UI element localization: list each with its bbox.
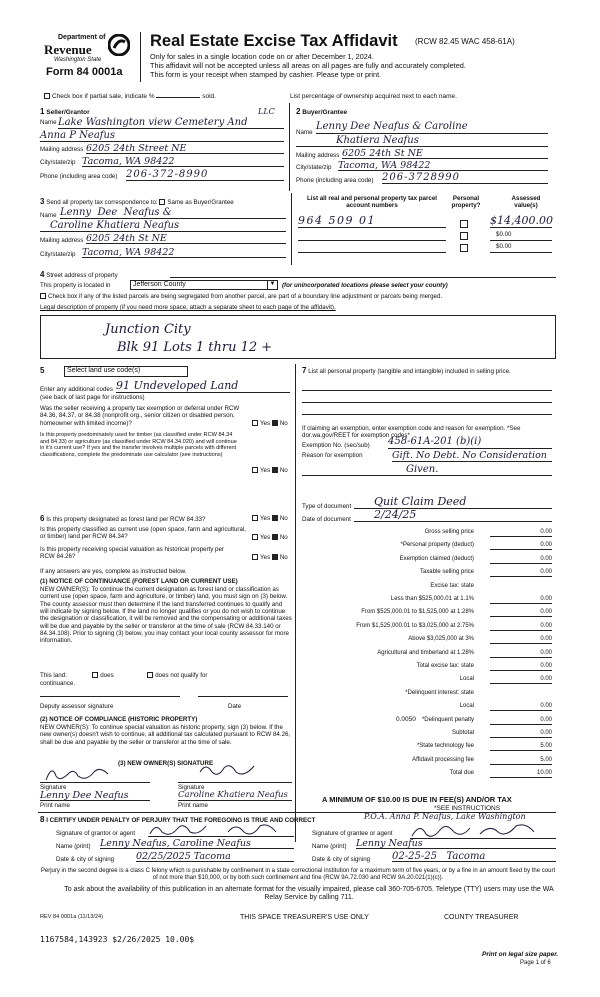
local-rate: 0.0050 xyxy=(396,716,416,723)
see-back-note: (see back of last page for instructions) xyxy=(40,394,145,401)
exempt-no-label: Exemption No. (sec/sub) xyxy=(302,442,370,449)
buyer-mailing-label: Mailing address xyxy=(296,152,340,159)
minimum-due-note: A MINIMUM OF $10.00 IS DUE IN FEE(S) AND/OR TAX xyxy=(322,795,512,804)
legal-description-field[interactable] xyxy=(40,315,556,359)
county-select-value: Jefferson County xyxy=(133,281,186,288)
calc-row xyxy=(300,702,552,714)
legal-line-1: Junction City xyxy=(105,322,191,337)
exempt-text: If claiming an exemption, enter exemption code and reason for exemption. *See dor.wa.gov/REET for exemption codes* xyxy=(302,425,521,440)
new-owner-signature-1 xyxy=(42,762,112,784)
calc-row-value[interactable]: 0.00 xyxy=(490,636,552,644)
additional-codes-field[interactable]: 91 Undeveloped Land xyxy=(116,380,290,393)
reason-field-1[interactable]: Gift. No Debt. No Consideration xyxy=(392,450,552,462)
calc-row-label: Excise tax: state xyxy=(430,582,474,589)
revenue-logo-icon xyxy=(108,34,130,56)
calc-row-label: From $1,525,000.01 to $3,025,000 at 2.75% xyxy=(356,622,474,629)
treasurer-only-label: THIS SPACE TREASURER'S USE ONLY xyxy=(240,914,369,921)
county-treasurer-label: COUNTY TREASURER xyxy=(444,914,519,921)
notice-continuance-text: NEW OWNER(S): To continue the current designation as forest land or classification as current use (open space, farm and agriculture, or timber) land, you must sign on (3) below. The county assessor must then determine if the land transferred continues to qualify and will indicate by signing below. If the land no longer qualifies or you do not wish to continue the designation or classification, it will be removed and the compensating or additional taxes will be due and payable by the seller or transferor at the time of sale (RCW 84.33.140 or 84.34.108). Prior to signing (3) below, you may contact your local county assessor for more information. xyxy=(40,586,292,645)
calc-row-label: Local xyxy=(459,676,474,683)
page-title: Real Estate Excise Tax Affidavit xyxy=(150,32,398,50)
calc-row xyxy=(300,568,552,580)
section-5 xyxy=(38,364,296,512)
calc-row-label: Subtotal xyxy=(451,730,474,736)
calc-row-value[interactable]: 0.00 xyxy=(490,730,552,738)
no-label: No xyxy=(279,467,288,474)
section-5-q1: Was the seller receiving a property tax exemption or deferral under RCW 84.36, 84.37, or 84.38 (nonprofit org., senior citizen or disabled person, homeowner with limited income)? xyxy=(40,405,240,427)
section-7-number: 7 xyxy=(302,366,307,375)
no-label: No xyxy=(279,420,288,427)
calc-row-label: Affidavit processing fee xyxy=(412,756,474,763)
deputy-date-label: Date xyxy=(228,703,242,710)
historic-no-checkbox[interactable] xyxy=(272,554,278,560)
section-6-q3: Is this property receiving special valuation as historical property per RCW 84.26? xyxy=(40,546,224,561)
section-6-q1: Is this property designated as forest land per RCW 84.33? xyxy=(46,516,206,523)
deputy-signature-field[interactable] xyxy=(40,696,180,697)
personal-col-header: Personal property? xyxy=(451,195,481,210)
yes-label: Yes xyxy=(260,467,271,474)
calc-row-label: Local xyxy=(459,703,474,710)
header-line-2: This affidavit will not be accepted unless all areas on all pages are fully and accurately completed. xyxy=(150,61,466,70)
current-use-yes-checkbox[interactable] xyxy=(252,534,258,540)
current-use-no-checkbox[interactable] xyxy=(272,534,278,540)
county-note: (for unincorporated locations please select your county) xyxy=(282,282,448,289)
personal-property-checkbox-2[interactable] xyxy=(460,232,468,240)
dropdown-arrow-icon[interactable]: ▼ xyxy=(267,281,277,290)
calc-row xyxy=(300,649,552,661)
calc-row xyxy=(300,742,552,754)
buyer-city-field[interactable]: Tacoma, WA 98422 xyxy=(338,160,548,171)
calc-row xyxy=(300,622,552,634)
calc-row-value[interactable]: 0.00 xyxy=(490,542,552,550)
page-number: Page 1 of 6 xyxy=(520,960,551,966)
assessed-value-1[interactable]: $14,400.00 xyxy=(490,214,553,227)
seller-label: Seller/Grantor xyxy=(46,109,90,116)
buyer-city-label: City/state/zip xyxy=(296,164,332,171)
assessed-col-header: Assessed value(s) xyxy=(511,195,541,210)
grantor-date-label: Date & city of signing xyxy=(56,856,115,863)
yes-label: Yes xyxy=(260,534,271,541)
grantee-date-label: Date & city of signing xyxy=(312,856,371,863)
land-use-select[interactable]: Select land use code(s) xyxy=(64,366,188,377)
document-date-field[interactable]: 2/24/25 xyxy=(354,509,552,522)
legal-label: Legal description of property (if you need more space, attach a separate sheet to each page of the affidavit). xyxy=(40,304,336,311)
notice-continuance-title: (1) NOTICE OF CONTINUANCE (FOREST LAND OR CURRENT USE) xyxy=(40,578,238,585)
grantor-signature-label: Signature of grantor or agent xyxy=(56,830,136,837)
buyer-name-field[interactable]: Lenny Dee Neafus & Caroline xyxy=(316,121,548,134)
tax-corr-mailing-field[interactable]: 6205 24th St NE xyxy=(86,233,286,244)
seller-phone-label: Phone (including area code) xyxy=(40,173,118,180)
document-date-label: Date of document xyxy=(302,516,351,523)
no-label: No xyxy=(279,534,288,541)
calc-row-label: *Delinquent interest: state xyxy=(405,689,474,696)
q1-no-checkbox[interactable] xyxy=(272,420,278,426)
seller-llc: LLC xyxy=(258,107,275,116)
calc-row-value[interactable]: 5.00 xyxy=(490,757,552,765)
continuance-label: continuance. xyxy=(40,680,76,687)
calc-row-label: Agricultural and timberland at 1.28% xyxy=(377,649,474,656)
legal-line-2: Blk 91 Lots 1 thru 12 + xyxy=(117,340,273,355)
reason-field-2[interactable]: Given. xyxy=(302,464,552,476)
additional-codes-label: Enter any additional codes xyxy=(40,386,113,393)
seller-city-field[interactable]: Tacoma, WA 98422 xyxy=(82,156,284,167)
calc-row-value[interactable]: 0.00 xyxy=(490,596,552,604)
grantee-signature xyxy=(410,820,550,840)
calc-row xyxy=(300,595,552,607)
calc-row-label: From $525,000.01 to $1,525,000 at 1.28% xyxy=(361,609,474,616)
calc-row xyxy=(300,689,552,701)
seller-phone-field[interactable]: 206-372-8990 xyxy=(126,169,284,181)
calc-row-label: *Personal property (deduct) xyxy=(400,542,474,549)
does-not-checkbox[interactable] xyxy=(147,672,153,678)
calc-row-value[interactable]: 0.00 xyxy=(490,556,552,564)
parcels-section xyxy=(294,195,556,265)
calc-row-value[interactable]: 0.00 xyxy=(490,650,552,658)
cashier-stamp: 1167584,143923 $2/26/2025 10.00$ xyxy=(40,935,195,944)
form-number: Form 84 0001a xyxy=(46,66,123,78)
calc-row-value[interactable]: 0.00 xyxy=(490,529,552,537)
personal-property-checkbox-1[interactable] xyxy=(460,220,468,228)
exempt-no-field[interactable]: 458-61A-201 (b)(i) xyxy=(388,436,552,449)
grantor-name-field[interactable]: Lenny Neafus, Caroline Neafus xyxy=(100,838,294,849)
calc-row-label: Gross selling price xyxy=(424,529,474,535)
segregate-checkbox[interactable] xyxy=(40,293,46,299)
historic-yes-checkbox[interactable] xyxy=(252,554,258,560)
calc-row-value[interactable]: 0.00 xyxy=(490,663,552,671)
assessed-value-3[interactable]: $0.00 xyxy=(490,243,552,253)
assessed-value-2[interactable]: $0.00 xyxy=(490,231,552,241)
q2-no-checkbox[interactable] xyxy=(272,467,278,473)
calc-row xyxy=(300,528,552,540)
buyer-name-label: Name xyxy=(296,129,313,136)
q1-yes-checkbox[interactable] xyxy=(252,420,258,426)
yes-label: Yes xyxy=(260,515,271,522)
calc-row-value[interactable]: 5.00 xyxy=(490,743,552,751)
legal-size-note: Print on legal size paper. xyxy=(482,951,559,958)
state-label: Washington State xyxy=(54,57,102,63)
print-name-label-1: Print name xyxy=(40,802,70,809)
grantor-name-label: Name (print) xyxy=(56,843,91,850)
logo xyxy=(44,34,134,80)
calc-row-value[interactable]: 0.00 xyxy=(490,623,552,631)
grantor-date-field[interactable]: 02/25/2025 Tacoma xyxy=(136,851,294,862)
calc-row xyxy=(300,756,552,768)
same-as-buyer-label: Same as Buyer/Grantee xyxy=(167,199,234,206)
parcel-number-3[interactable] xyxy=(298,243,446,253)
no-label: No xyxy=(279,554,288,561)
located-label: This property is located in xyxy=(40,282,111,289)
section-5-number: 5 xyxy=(40,366,45,375)
header-line-3: This form is your receipt when stamped by cashier. Please type or print. xyxy=(150,70,382,79)
tax-corr-name-field[interactable]: Lenny Dee Neafus & xyxy=(60,207,286,219)
section-8-number: 8 xyxy=(40,815,45,824)
section-7-text: List all personal property (tangible and intangible) included in selling price. xyxy=(308,368,511,375)
buyer-phone-field[interactable]: 206-3728990 xyxy=(382,172,548,184)
buyer-name-field-2[interactable]: Khatiera Neafus xyxy=(296,135,548,147)
county-select[interactable] xyxy=(130,280,278,290)
calc-row xyxy=(300,769,552,781)
forest-yes-checkbox[interactable] xyxy=(252,515,258,521)
seller-name-label: Name xyxy=(40,119,57,126)
no-label: No xyxy=(279,515,288,522)
calc-row-label: *Delinquent penalty xyxy=(421,716,474,723)
see-instructions: *SEE INSTRUCTIONS xyxy=(434,805,501,812)
seller-section: 1 Seller/Grantor Name Lake Washington view Cemetery And LLC Anna P Neafus Mailing address 6205 24th Street NE City/state/zip Tacoma, WA 98422 Phone (including area code) 206-372-8990 xyxy=(38,103,290,191)
revenue-label: Revenue xyxy=(44,42,92,57)
seller-city-label: City/state/zip xyxy=(40,159,76,166)
buyer-section: 2 Buyer/Grantee Name Lenny Dee Neafus & Caroline Khatiera Neafus Mailing address 6205 24th St NE City/state/zip Tacoma, WA 98422 Phone (including area code) 206-3728990 xyxy=(292,103,554,191)
seller-name-field[interactable]: Lake Washington view Cemetery And xyxy=(58,117,284,129)
same-as-buyer-checkbox[interactable] xyxy=(159,199,165,205)
alt-format-notice: To ask about the availability of this publication in an alternate format for the visually impaired, please call 360-705-6705. Teletype (TTY) users may use the WA Relay Service by calling 711. xyxy=(64,886,554,902)
does-label: does xyxy=(100,672,114,679)
calc-row-label: Total excise tax: state xyxy=(416,663,474,669)
partial-sale-row xyxy=(44,93,216,101)
department-label: Department of xyxy=(58,34,106,41)
does-not-label: does not qualify for xyxy=(155,672,208,679)
signature-label-2: Signature xyxy=(178,784,205,791)
document-type-label: Type of document xyxy=(302,503,352,510)
street-label: Street address of property xyxy=(46,272,118,279)
parcel-col-header: List all real and personal property tax parcel account numbers xyxy=(307,195,437,210)
parcel-number-2[interactable] xyxy=(298,231,446,241)
tax-corr-label: Send all property tax correspondence to: xyxy=(46,199,158,206)
this-land-label: This land: xyxy=(40,672,67,679)
yes-label: Yes xyxy=(260,554,271,561)
deputy-label: Deputy assessor signature xyxy=(40,703,114,710)
calc-row-value[interactable]: 0.00 xyxy=(490,676,552,684)
ownership-note: List percentage of ownership acquired next to each name. xyxy=(290,93,457,100)
certify-text: I CERTIFY UNDER PENALTY OF PERJURY THAT THE FOREGOING IS TRUE AND CORRECT xyxy=(46,817,316,824)
tax-corr-city-label: City/state/zip xyxy=(40,251,76,258)
calc-row xyxy=(300,675,552,687)
rcw-reference: (RCW 82.45 WAC 458-61A) xyxy=(415,37,515,46)
revision-label: REV 84 0001a (11/13/24) xyxy=(40,914,104,920)
section-6-q2: Is this property classified as current use (open space, farm and agricultural, or timber) land per RCW 84.34? xyxy=(40,526,247,541)
header-line-1: Only for sales in a single location code on or after December 1, 2024. xyxy=(150,52,374,61)
calc-row-label: *State technology fee xyxy=(416,743,474,750)
seller-mailing-field[interactable]: 6205 24th Street NE xyxy=(86,143,284,154)
poa-note: P.O.A. Anna P. Neafus, Lake Washington xyxy=(364,812,526,821)
tax-correspondence-section: 3 Send all property tax correspondence to: Same as Buyer/Grantee Name Lenny Dee Neafus & Caroline Khatiera Neafus Mailing address 6205 24th St NE City/state/zip Tacoma, WA 98422 xyxy=(38,193,292,265)
answer-note: If any answers are yes, complete as instructed below. xyxy=(40,568,187,575)
personal-property-checkbox-3[interactable] xyxy=(460,244,468,252)
partial-sale-checkbox[interactable] xyxy=(44,93,50,99)
calc-row xyxy=(300,608,552,620)
calc-row xyxy=(300,729,552,741)
notice-compliance-text: NEW OWNER(S): To continue special valuation as historic property, sign (3) below. If the new owner(s) doesn't wish to continue, all additional tax calculated pursuant to RCW 84.26, shall be due and payable by the seller or transferor at the time of sale. xyxy=(40,724,291,746)
section-7 xyxy=(300,364,556,524)
tax-corr-mailing-label: Mailing address xyxy=(40,237,84,244)
deputy-date-field[interactable] xyxy=(198,696,288,697)
sold-label: sold. xyxy=(202,93,216,100)
document-type-field[interactable]: Quit Claim Deed xyxy=(354,496,552,509)
tax-corr-name-label: Name xyxy=(40,212,57,219)
calc-row xyxy=(300,541,552,553)
new-owner-signature-2 xyxy=(198,760,258,778)
calc-row-value[interactable]: 0.00 xyxy=(490,569,552,577)
new-owner-print-2[interactable]: Caroline Khatiera Neafus xyxy=(178,790,292,801)
section-6-number: 6 xyxy=(40,514,45,523)
calc-row-value[interactable]: 0.00 xyxy=(490,717,552,725)
reason-label: Reason for exemption xyxy=(302,452,363,459)
perjury-notice: Perjury in the second degree is a class C felony which is punishable by confinement in a state correctional institution for a maximum term of five years, or by a fine in an amount fixed by the court of not more than $10,000, or by both such confinement and fine (RCW 9A.72.030 and RCW 9A.20.021(1)(c)). xyxy=(40,868,556,882)
signature-label-1: Signature xyxy=(40,784,67,791)
calc-row-value[interactable]: 0.00 xyxy=(490,703,552,711)
seller-mailing-label: Mailing address xyxy=(40,146,84,153)
forest-no-checkbox[interactable] xyxy=(272,515,278,521)
section-6 xyxy=(38,512,296,842)
street-address-row: 4 Street address of property xyxy=(40,270,556,279)
grantee-name-label: Name (print) xyxy=(312,843,347,850)
yes-label: Yes xyxy=(260,420,271,427)
notice-compliance-title: (2) NOTICE OF COMPLIANCE (HISTORIC PROPERTY) xyxy=(40,716,198,723)
segregate-row xyxy=(40,293,442,300)
partial-sale-label: Check box if partial sale, indicate % xyxy=(52,93,155,100)
calc-row-label: Above $3,025,000 at 3% xyxy=(408,636,474,643)
segregate-label: Check box if any of the listed parcels are being segregated from another parcel, are part of a boundary line adjustment or parcels being merged. xyxy=(48,293,443,300)
calc-row-value[interactable]: 10.00 xyxy=(490,770,552,778)
buyer-mailing-field[interactable]: 6205 24th St NE xyxy=(342,148,548,159)
section-5-q2: Is this property predominately used for timber (as classified under RCW 84.34 and 84.33) or agriculture (as classified under RCW 84.34.020) and will continue in it's current use? If yes and the transfer involves multiple parcels with different classifications, complete the predominate use calculator (see instructions) xyxy=(40,432,237,458)
calc-row xyxy=(300,635,552,647)
calc-row-value[interactable]: 0.00 xyxy=(490,609,552,617)
new-owner-signature-title: (3) NEW OWNER(S) SIGNATURE xyxy=(118,760,214,767)
print-name-label-2: Print name xyxy=(178,802,208,809)
grantee-name-field[interactable]: Lenny Neafus xyxy=(356,838,556,849)
tax-corr-city-field[interactable]: Tacoma, WA 98422 xyxy=(82,247,286,258)
buyer-label: Buyer/Grantee xyxy=(302,109,348,116)
calc-row xyxy=(300,716,552,728)
calc-row xyxy=(300,662,552,674)
grantee-signature-label: Signature of grantee or agent xyxy=(312,830,393,837)
new-owner-print-1[interactable]: Lenny Dee Neafus xyxy=(40,790,150,801)
does-checkbox[interactable] xyxy=(92,672,98,678)
calc-row-label: Total due xyxy=(449,770,474,777)
grantee-date-field[interactable]: 02-25-25 Tacoma xyxy=(392,851,556,862)
calc-row xyxy=(300,582,552,594)
calc-row-label: Taxable selling price xyxy=(419,569,474,576)
tax-corr-name-field-2[interactable]: Caroline Khatiera Neafus xyxy=(40,220,286,232)
parcel-number-1[interactable]: 964 509 01 xyxy=(298,215,446,228)
calc-row-label: Exemption claimed (deduct) xyxy=(399,555,474,562)
calc-row xyxy=(300,555,552,567)
buyer-phone-label: Phone (including area code) xyxy=(296,177,374,184)
calc-row-label: Less than $525,000.01 at 1.1% xyxy=(390,596,474,602)
q2-yes-checkbox[interactable] xyxy=(252,467,258,473)
seller-name-field-2[interactable]: Anna P Neafus xyxy=(40,130,284,142)
